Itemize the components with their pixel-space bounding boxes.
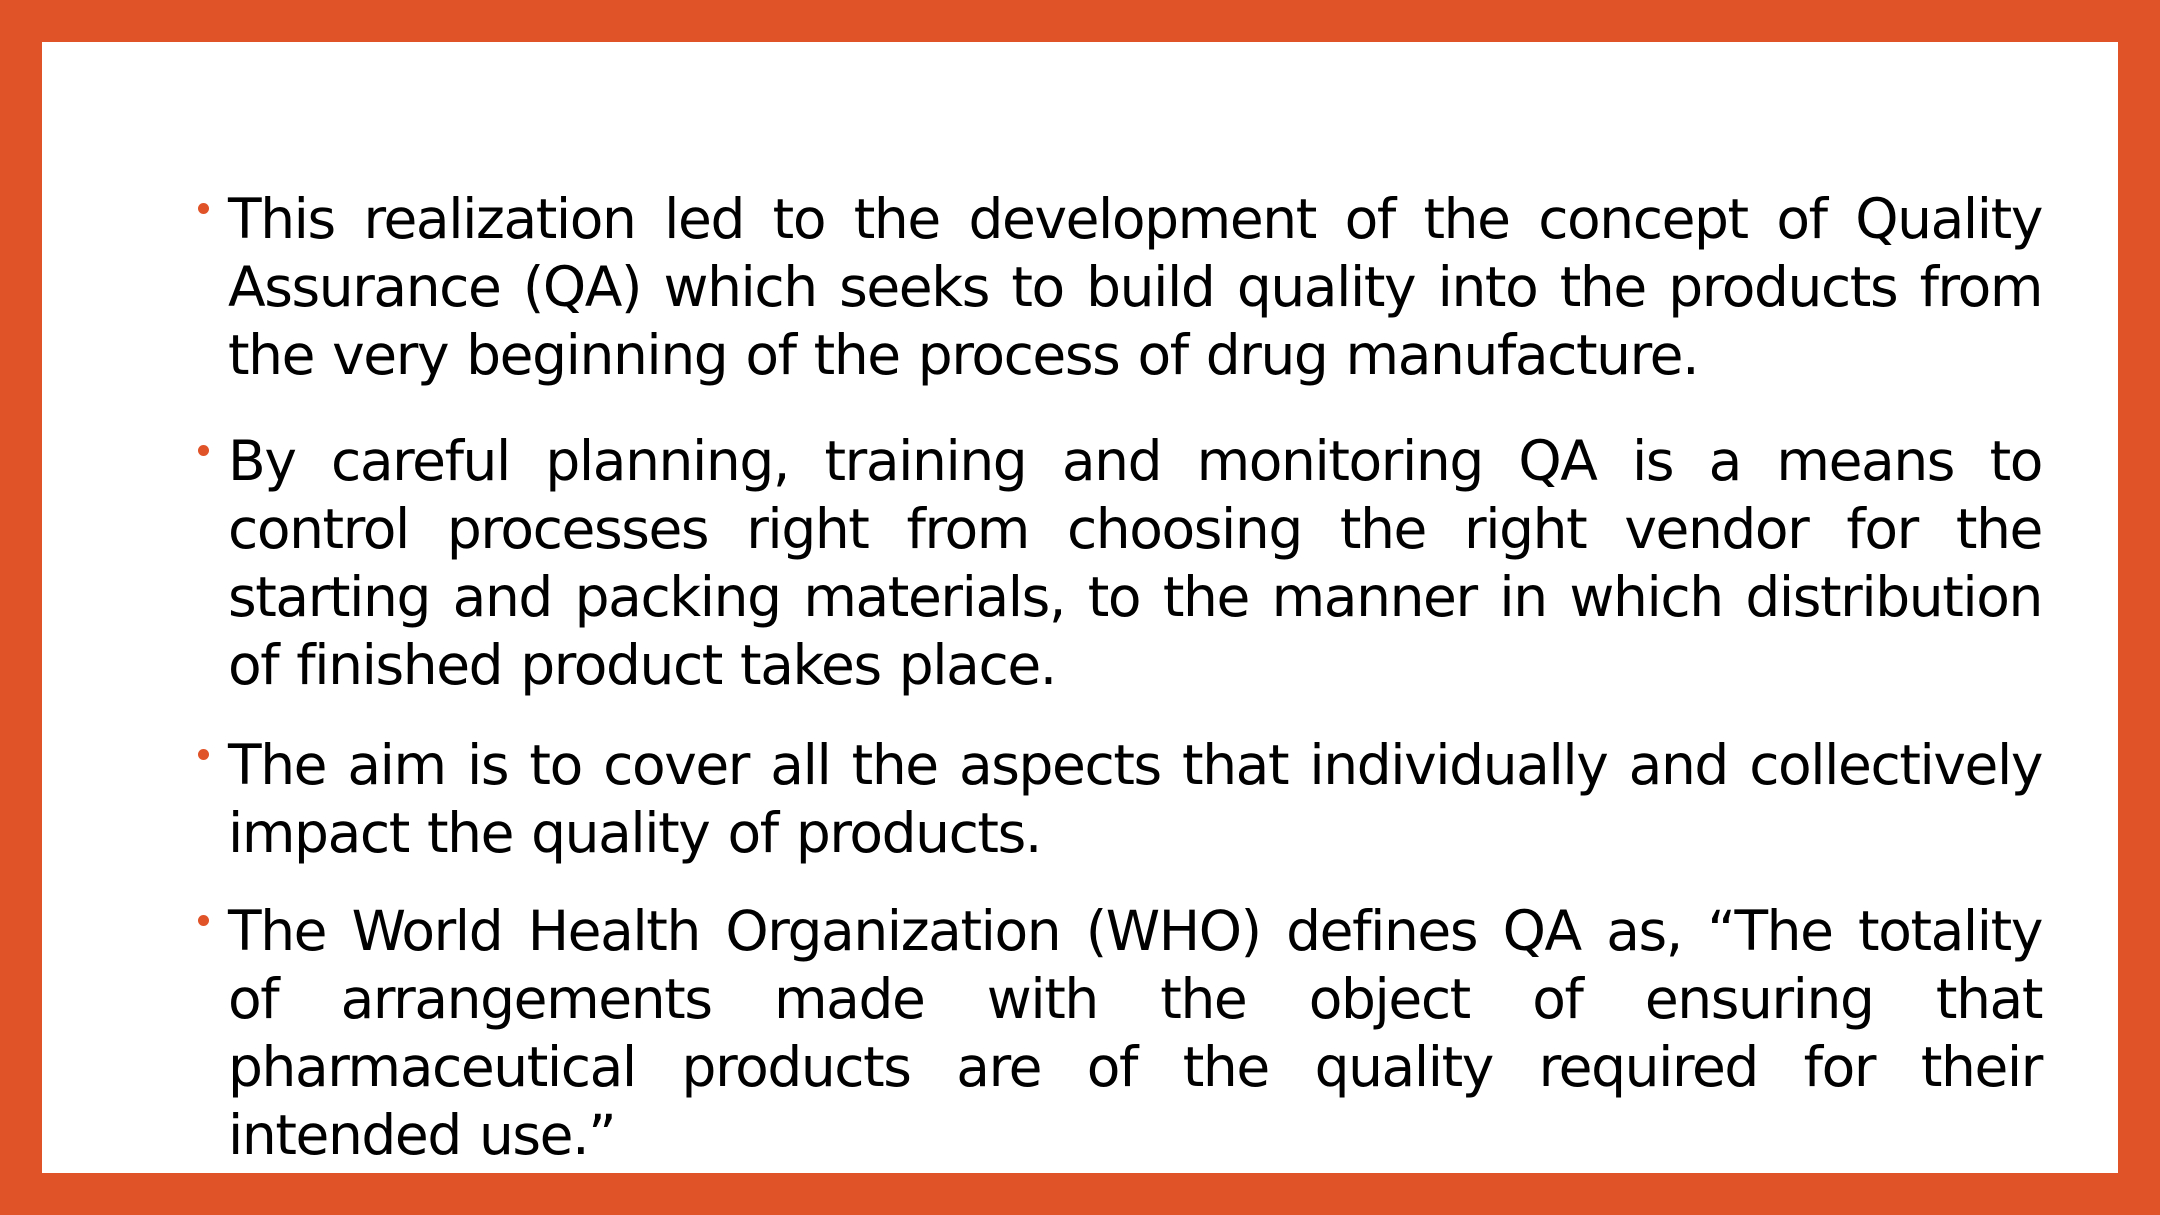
bullet-item [228,731,2042,867]
bullet-list [42,42,2118,1173]
bullet-text: The aim is to cover all the aspects that individually and collectively impact the quality of products. [228,733,2042,865]
bullet-text: The World Health Organization (WHO) defines QA as, “The totality of arrangements made with the object of ensuring that pharmaceutical products are of the quality required for their intended use.” [228,899,2042,1167]
bullet-dot-icon [198,915,209,926]
bullet-item [228,427,2042,699]
bullet-dot-icon [198,203,209,214]
bullet-text: This realization led to the development of the concept of Quality Assurance (QA) which seeks to build quality into the products from the very beginning of the process of drug manufacture. [228,187,2042,387]
bullet-dot-icon [198,445,209,456]
bullet-dot-icon [198,749,209,760]
bullet-text: By careful planning, training and monitoring QA is a means to control processes right from choosing the right vendor for the starting and packing materials, to the manner in which distribution of finished product takes place. [228,429,2042,697]
slide-content-area [42,42,2118,1173]
bullet-item [228,897,2042,1169]
bullet-item [228,185,2042,389]
